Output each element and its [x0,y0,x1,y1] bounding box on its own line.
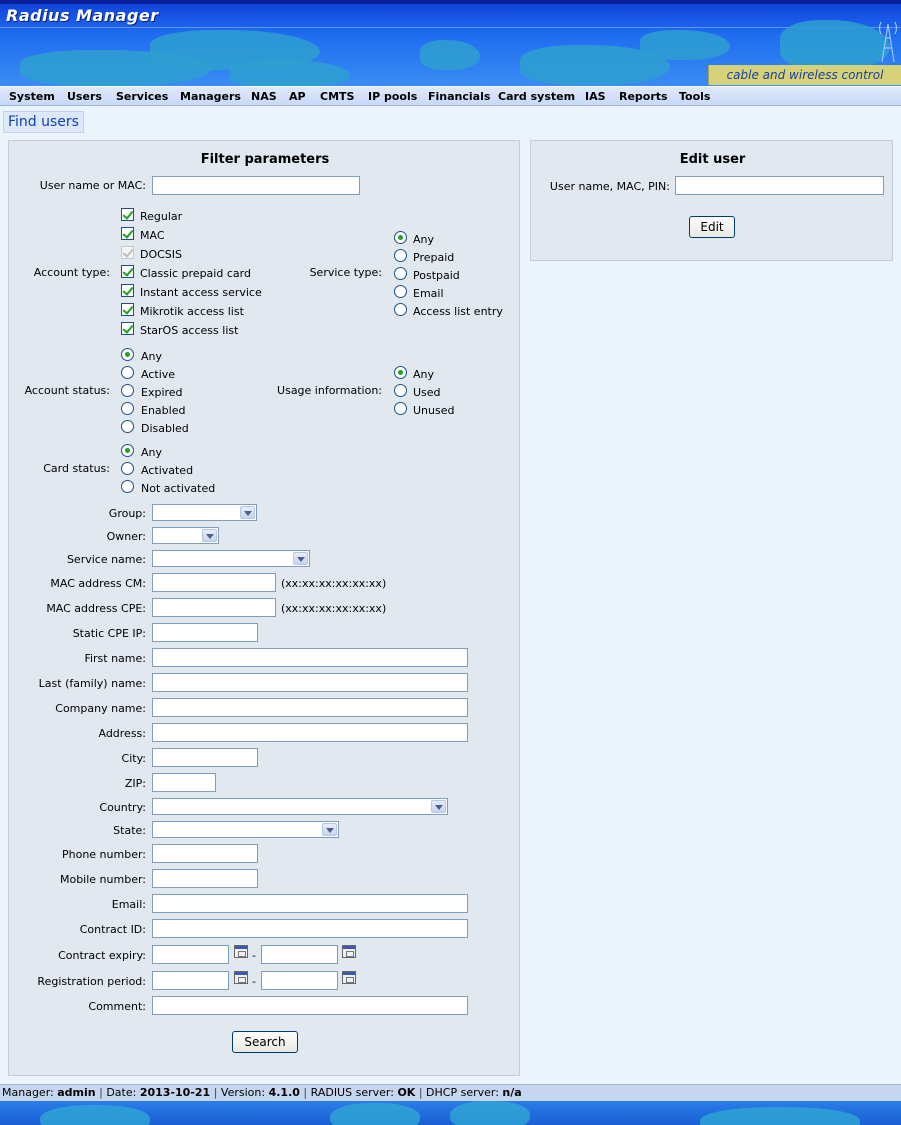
account-status-any-radio[interactable] [121,348,134,361]
app-slogan: cable and wireless control [708,65,901,85]
chevron-down-icon[interactable] [240,506,255,519]
comment-label: Comment: [88,1000,146,1013]
account-type-regular-checkbox[interactable] [121,208,134,221]
account-status-active-radio[interactable] [121,366,134,379]
status-radius-label: RADIUS server: [310,1086,394,1099]
menu-tools[interactable]: Tools [679,90,711,103]
first-name-input[interactable] [152,648,468,667]
email-input[interactable] [152,894,468,913]
map-landmass [640,30,730,60]
account-type-regular-label: Regular [140,210,183,223]
range-separator: - [252,949,256,962]
account-type-classic-prepaid-checkbox[interactable] [121,265,134,278]
map-landmass [230,60,350,86]
status-dhcp-value: n/a [502,1086,522,1099]
menu-cmts[interactable]: CMTS [320,90,355,103]
map-landmass [700,1107,860,1125]
account-status-disabled-label: Disabled [141,422,189,435]
map-landmass [420,40,480,70]
group-label: Group: [108,507,146,520]
account-type-mikrotik-label: Mikrotik access list [140,305,244,318]
last-name-label: Last (family) name: [38,677,146,690]
registration-to-input[interactable] [261,971,338,990]
owner-label: Owner: [106,530,146,543]
country-select[interactable] [152,798,448,815]
card-status-any-radio[interactable] [121,444,134,457]
service-type-email-label: Email [413,287,444,300]
account-status-disabled-radio[interactable] [121,420,134,433]
account-type-mac-label: MAC [140,229,165,242]
map-landmass [40,1105,150,1125]
app-logo: Radius Manager [6,6,159,25]
menu-ap[interactable]: AP [289,90,306,103]
usage-unused-label: Unused [413,404,455,417]
footer-banner [0,1101,901,1125]
filter-panel-title: Filter parameters [200,152,330,167]
page-title: Find users [3,111,84,133]
mac-cm-format-hint: (xx:xx:xx:xx:xx:xx) [281,577,387,590]
usage-info-label: Usage information: [277,384,382,397]
edit-button[interactable]: Edit [689,216,735,238]
phone-input[interactable] [152,844,258,863]
state-label: State: [113,824,146,837]
status-separator: | [99,1086,103,1099]
city-label: City: [121,752,146,765]
usage-used-label: Used [413,386,441,399]
menu-users[interactable]: Users [67,90,102,103]
static-cpe-ip-label: Static CPE IP: [72,627,146,640]
status-date-value: 2013-10-21 [139,1086,211,1099]
account-status-expired-radio[interactable] [121,384,134,397]
search-button[interactable]: Search [232,1031,298,1053]
header-divider [0,27,901,28]
first-name-label: First name: [84,652,146,665]
chevron-down-icon[interactable] [202,529,217,542]
service-type-access-list-label: Access list entry [413,305,503,318]
group-select[interactable] [152,504,257,521]
city-input[interactable] [152,748,258,767]
owner-select[interactable] [152,527,219,544]
mac-cm-input[interactable] [152,573,276,592]
map-landmass [330,1103,420,1125]
card-status-not-activated-radio[interactable] [121,480,134,493]
account-type-mikrotik-checkbox[interactable] [121,303,134,316]
email-label: Email: [111,898,146,911]
account-type-classic-prepaid-label: Classic prepaid card [140,267,251,280]
usage-any-radio[interactable] [394,366,407,379]
account-type-docsis-checkbox [121,246,134,259]
chevron-down-icon[interactable] [431,800,446,813]
edit-user-title: Edit user [679,152,746,167]
last-name-input[interactable] [152,673,468,692]
header-banner [0,0,901,86]
mac-cpe-label: MAC address CPE: [46,602,146,615]
service-name-select[interactable] [152,550,310,567]
account-type-instant-access-label: Instant access service [140,286,262,299]
mobile-label: Mobile number: [59,873,146,886]
account-type-label: Account type: [33,266,110,279]
static-cpe-ip-input[interactable] [152,623,258,642]
service-type-label: Service type: [309,266,382,279]
contract-expiry-to-input[interactable] [261,945,338,964]
menu-managers[interactable]: Managers [180,90,241,103]
usage-unused-radio[interactable] [394,402,407,415]
account-type-instant-access-checkbox[interactable] [121,284,134,297]
filter-panel [8,140,520,1076]
mac-cpe-format-hint: (xx:xx:xx:xx:xx:xx) [281,602,387,615]
mac-cm-label: MAC address CM: [50,577,146,590]
status-manager-value: admin [57,1086,96,1099]
registration-from-input[interactable] [152,971,229,990]
status-separator: | [213,1086,218,1099]
contract-expiry-from-input[interactable] [152,945,229,964]
menu-reports[interactable]: Reports [619,90,668,103]
account-type-staros-label: StarOS access list [140,324,239,337]
status-separator: | [418,1086,423,1099]
registration-period-label: Registration period: [37,975,146,988]
service-type-email-radio[interactable] [394,285,407,298]
status-version-value: 4.1.0 [268,1086,300,1099]
card-status-any-label: Any [141,446,163,459]
account-status-expired-label: Expired [141,386,183,399]
service-type-access-list-radio[interactable] [394,303,407,316]
card-status-activated-label: Activated [141,464,194,477]
account-type-docsis-label: DOCSIS [140,248,183,261]
chevron-down-icon[interactable] [293,552,308,565]
address-input[interactable] [152,723,468,742]
calendar-icon[interactable] [342,971,356,984]
header-top-band [0,0,901,4]
account-type-staros-checkbox[interactable] [121,322,134,335]
menu-card-system[interactable]: Card system [498,90,576,103]
account-status-enabled-radio[interactable] [121,402,134,415]
service-type-any-radio[interactable] [394,231,407,244]
range-separator: - [252,975,256,988]
contract-id-label: Contract ID: [79,923,146,936]
account-type-mac-checkbox[interactable] [121,227,134,240]
menu-nas[interactable]: NAS [251,90,277,103]
status-radius-value: OK [397,1086,416,1099]
calendar-icon[interactable] [234,971,248,984]
address-label: Address: [98,727,146,740]
mobile-input[interactable] [152,869,258,888]
edit-user-input[interactable] [675,176,884,195]
zip-input[interactable] [152,773,216,792]
company-name-input[interactable] [152,698,468,717]
status-separator: | [303,1086,308,1099]
account-status-label: Account status: [24,384,110,397]
status-bar [0,1084,901,1101]
company-name-label: Company name: [55,702,146,715]
card-status-activated-radio[interactable] [121,462,134,475]
service-name-label: Service name: [66,553,146,566]
comment-input[interactable] [152,996,468,1015]
calendar-icon[interactable] [342,945,356,958]
edit-user-field-label: User name, MAC, PIN: [549,180,670,193]
card-status-not-activated-label: Not activated [141,482,216,495]
account-status-enabled-label: Enabled [141,404,186,417]
service-type-prepaid-label: Prepaid [413,251,455,264]
menu-services[interactable]: Services [116,90,169,103]
calendar-icon[interactable] [234,945,248,958]
service-type-postpaid-radio[interactable] [394,267,407,280]
service-type-postpaid-label: Postpaid [413,269,460,282]
map-landmass [450,1101,530,1125]
status-version-label: Version: [220,1086,266,1099]
username-label: User name or MAC: [39,179,146,192]
menu-ias[interactable]: IAS [585,90,606,103]
username-input[interactable] [152,176,360,195]
zip-label: ZIP: [124,777,146,790]
main-menu-bar [0,86,901,106]
service-type-any-label: Any [413,233,435,246]
mac-cpe-input[interactable] [152,598,276,617]
menu-system[interactable]: System [9,90,55,103]
antenna-tower-icon [876,18,900,64]
service-type-prepaid-radio[interactable] [394,249,407,262]
status-dhcp-label: DHCP server: [426,1086,499,1099]
account-status-any-label: Any [141,350,163,363]
status-manager-label: Manager: [2,1086,54,1099]
menu-ip-pools[interactable]: IP pools [368,90,418,103]
contract-id-input[interactable] [152,919,468,938]
chevron-down-icon[interactable] [322,823,337,836]
country-label: Country: [99,801,146,814]
status-date-label: Date: [106,1086,137,1099]
edit-user-panel [530,140,893,261]
usage-any-label: Any [413,368,435,381]
card-status-label: Card status: [43,462,110,475]
menu-financials[interactable]: Financials [428,90,491,103]
state-select[interactable] [152,821,339,838]
usage-used-radio[interactable] [394,384,407,397]
contract-expiry-label: Contract expiry: [58,949,146,962]
map-landmass [780,20,890,70]
phone-label: Phone number: [61,848,146,861]
account-status-active-label: Active [141,368,176,381]
